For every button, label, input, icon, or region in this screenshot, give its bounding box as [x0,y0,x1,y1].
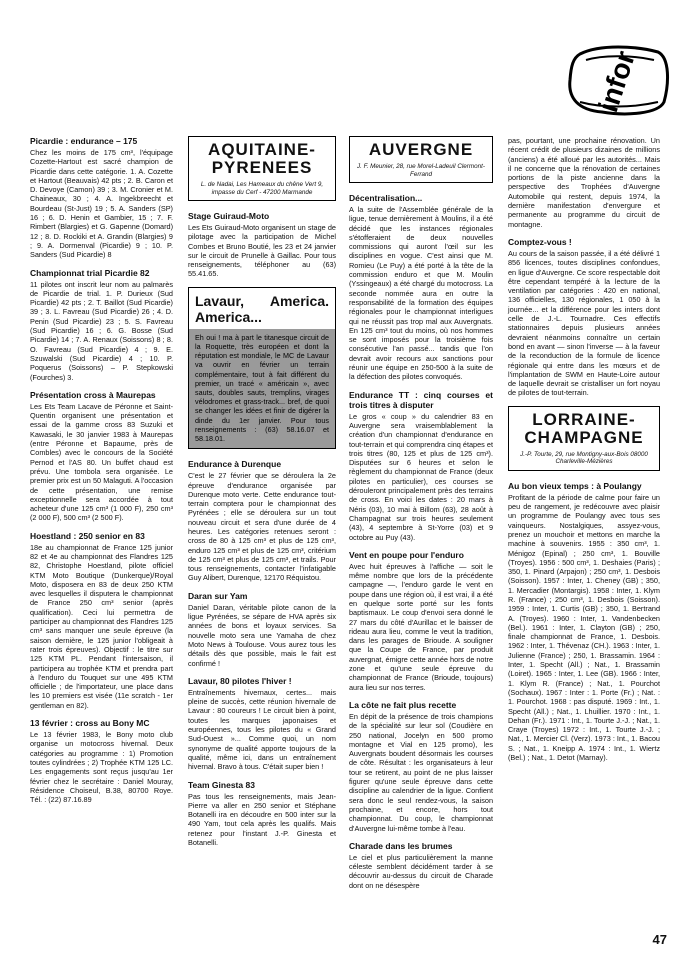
article-body: Au cours de la saison passée, il a été délivré 1 856 licences, toutes disciplines confondues, en ligue d'Auvergne. Ce score respectable doit être cependant tempéré à la lecture de la ventilation par catégories : 420 en national, 136 officielles, 130 régionales, 1 050 à la journée... et la différence pour les inters dont celle de J.-L. Tournadre. Ces effectifs stationnaires depuis plusieurs années devraient néanmoins connaître un certain bond en avant — sinon l'inverse — à la faveur de la reconduction de la formule de licence régionale qui entre dans les mœurs et de l'implantation de SWM en Haute-Loire autour de laquelle devrait se cristalliser un fort noyau de pilotes de tout-terrain. [508,248,660,398]
article-title: Au bon vieux temps : à Poulangy [508,480,642,491]
article-title: La côte ne fait plus recette [349,699,457,710]
article-title: Vent en poupe pour l'enduro [349,549,464,560]
article-charade [349,841,493,890]
infor-logo [566,44,670,116]
article-body: Le gros « coup » du calendrier 83 en Auvergne sera vraisemblablement la création d'un championnat d'endurance en tout-terrain et qui comprendra cinq étapes et trois titres (80, 125 et plus de 125 cm³). Disputées sur 6 heures et selon le règlement du championnat de France (deux pilotes en particulier), ces courses se dérouleront principalement près des terrains de cross. En voici les dates : 20 mars à Néris (03), 10 mai à Billom (63), 28 août à Champagnat sur trois heures seulement (43), 4 septembre à St-Yorre (03) et 9 octobre au Puy (43). [349,411,493,542]
article-body: Les Ets Guiraud-Moto organisent un stage de pilotage avec la participation de Michel Combes et Bruno Boutié, les 23 et 24 janvier sur le circuit de Prunelle à Gaillac. Pour tous renseignements, téléphoner au (63) 55.41.65. [188,223,336,279]
article-title: 13 février : cross au Bony MC [30,718,150,729]
article-bony-mc [30,718,173,804]
promo-body: Eh oui ! ma à part le titanesque circuit de la Roquette, très européen et dont la réputation est mondiale, le MC de Lavaur va ouvrir en février un terrain complémentaire, tout à fait différent du premier, un tracé « américain », avec sauts, doubles sauts, tremplins, virages vélodromes et grass-track... bref, de quoi se changer les idées et finir de digérer la dinde du 1er janvier. Pour tous renseignements : (63) 58.16.07 et 58.18.01. [189,329,335,448]
article-title: Endurance à Durenque [188,459,282,470]
article-body: 18e au championnat de France 125 junior 82 et 4e au championnat des Flandres 125 82, Christophe Hoestland, pilote officiel KTM Moto Boutique (Dunkerque)/Royal Moto, disposera en 83 de deux 250 KTM avec lesquelles il disputera le championnat de France 250 cm³ senior (après qualification). Ceci lui permettra de participer au championnat des Flandres 125 cm³ sans manquer une seule épreuve (la saison dernière, le 125 junior l'obligeait à rater trois épreuves). Objectif : le titre sur 125 KTM PL. Pendant l'intersaison, il participera au trophée KTM et prendra part à l'enduro du Touquet sur une 495 KTM officielle ; de l'importateur, une place dans les 10 premiers est visée (11e scratch - 1er gentleman en 82). [30,542,173,710]
article-durenque [188,459,336,583]
article-body: Entraînements hivernaux, certes... mais pleine de succès, cette réunion hivernale de Lavaur : 80 coureurs ! Le circuit bien à point, toutes les marques japonaises et européennes, tous les pilotes du « Grand Sud-Ouest »... Comme quoi, un nom synonyme de qualité apporte toujours de la qualité, même ici, dans un entraînement hivernal. Bravo à tous. C'était super bien ! [188,687,336,772]
region-title: AQUITAINE-PYRENEES [208,140,316,177]
article-title: Championnat trial Picardie 82 [30,267,150,278]
article-body: pas, pourtant, une prochaine rénovation. Un récent crédit de plusieurs dizaines de millions (anciens) a été alloué par les autorités... Mais il ne concerne que la rénovation de certaines portions de la piste ancienne dans la perspective des Trophées d'Auvergne Automobile qui restent, depuis 1974, la dernière manifestation d'envergure et permanente au programme du circuit de montagne. [508,136,660,229]
article-body: Le 13 février 1983, le Bony moto club organise un motocross hivernal. Deux catégories au programme : 1) Promotion toutes cylindrées ; 2) Trophée KTM 125 LC. Les engagements sont reçus jusqu'au 1er février chez le secrétaire : Daniel Mouray, Résidence Choiseul, B.38, 80700 Roye. Tél. : (22) 87.16.89 [30,730,173,805]
article-trial-picardie [30,268,173,382]
promo-title: Lavaur, America. America... [195,292,329,325]
article-charade-continued [508,136,660,229]
article-title: Endurance TT : cinq courses et trois titres à disputer [349,389,493,410]
article-body: A la suite de l'Assemblée générale de la ligue, tenue dernièrement à Moulins, il a été décidé que les instances régionales s'étofferaient de deux nouvelles commissions qui auront l'œil sur les disciplines en vogue. C'est ainsi que M. Romieu (Le Puy) a été porté à la tête de la commission enduro et que M. Moulin (Yssingeaux) a été chargé du motocross. La seconde nommée aura en outre la responsabilité de la formation des équipes régionales pour le championnat interligues qui ne réussit pas trop mal aux Auvergnats. En 125 cm³ tout du moins, où nos hommes se sont imposés pour la troisième fois consécutive l'an passé... tandis que l'on devrait avoir recours aux sanctions pour réunir une équipe en 250-500 à la suite de la défection des pilotes convoqués. [349,205,493,382]
article-body: Le ciel et plus particulièrement la manne céleste semblent décidément tarder à se découvrir au-dessus du circuit de Charade dont on ne désespère [349,852,493,890]
article-title: Lavaur, 80 pilotes l'hiver ! [188,675,292,686]
article-title: Comptez-vous ! [508,236,572,247]
article-la-cote [349,700,493,833]
region-address: L. de Nadai, Les Hameaux du chêne Vert 9, impasse du Cerf - 47200 Marmande [200,181,324,196]
column-2 [188,136,336,855]
article-stage-guiraud [188,211,336,279]
article-body: Pas tous les renseignements, mais Jean-Pierre va aller en 250 senior et Stéphane Botanelli ira en découdre en 500 inter sur la 490 Yam, tout cela après les qualifs. Mais retenez pour l'instant J.-P. Ginesta et Botanelli. [188,791,336,848]
article-endurance-tt [349,390,493,542]
logo-text: infor [592,47,641,116]
column-4 [508,136,660,770]
region-box-aquitaine [188,136,336,201]
region-box-lorraine [508,406,660,471]
article-team-ginesta [188,780,336,848]
region-address: J.-P. Tourte, 29, rue Montigny-aux-Bois 08000 Charleville-Mézières [520,450,648,466]
article-title: Team Ginesta 83 [188,779,255,790]
article-body: 11 pilotes ont inscrit leur nom au palmarès de Picardie de trial. 1. P. Durieux (Sud Picardie) 42 pts ; 2. T. Baillot (Sud Picardie) 39 ; 3. L. Favreau (Sud Picardie) 26 ; 4. D. Penin (Sud Picardie) 23 ; 5. S. Favreau (Sud Picardie) 16 ; 6. G. Bosse (Sud Picardie) 14 ; 7. A. Renaux (Soissons) 8 ; 8. O. Favreau (Sud Picardie) 4 ; 9. E. Szuwalski (Sud Picardie) 4 ; 10. P. Poquerus (Soissons) – P. Stepkowski (Fourches) 3. [30,279,173,382]
article-body: En dépit de la présence de trois champions de la spécialité sur leur sol (Coudière en 250 national, Jocelyn en 500 promo montagne et Vial en 125 promo), les Auvergnats boudent désormais les courses de côte. Résultat : les organisateurs à leur tour se retirent, au point de ne plus laisser figurer qu'une seule épreuve dans cette discipline au calendrier de la ligue. Confient sera donc le seul rendez-vous, la saison prochaine, et encore, hors tout championnat. Du coup, le championnat d'Auvergne lui-même tombe à l'eau. [349,711,493,833]
article-cross-maurepas [30,390,173,523]
article-body: Avec huit épreuves à l'affiche — soit le même nombre que lors de la précédente campagne —, l'enduro garde le vent en poupe dans une région où, il est vrai, il a été en quelque sorte porté sur les fonts baptismaux. Le coup d'envoi sera donné le 27 mars du côté d'Aurillac et le baisser de rideau aura lieu, comme le veut la tradition, dans les parages de Brioude. A souligner que la Coupe de France, par produit auvergnat, émigre cette année hors de notre zone et qu'une seule épreuve du championnat de France (Brioude, toujours) aura lieu sur nos terres. [349,561,494,692]
article-title: Stage Guiraud-Moto [188,211,270,221]
article-vent-en-poupe [349,550,493,692]
article-hoestland [30,531,173,710]
article-title: Picardie : endurance – 175 [30,136,138,146]
article-title: Décentralisation... [349,193,423,203]
promo-box-lavaur [188,287,336,449]
region-address: J. F. Meunier, 28, rue Morel-Ladeuil Clermont-Ferrand [357,163,485,178]
article-picardie-endurance [30,136,173,260]
article-daran [188,591,336,668]
region-title: LORRAINE-CHAMPAGNE [524,409,644,447]
region-box-auvergne [349,136,493,183]
article-body: Chez les moins de 175 cm³, l'équipage Cozette-Hartout est sacré champion de Picardie dans cette catégorie. 1. A. Cozette et Hartout (Beauvais) 42 pts ; 2. B. Caron et D. Devoye (Camon) 39 ; 3. M. Cronier et M. Chaineaux, 30 ; 4. A. Ingekbreecht et Bourdeau (St-Just) 19 ; 5. A. Sanders (SP) 16 ; 6. D. Henin et Gambier, 15 ; 7. F. Rimbert (Blargies) et G. Gapenne (Domard) 12 ; 8. D. Rockiki et A. Grandin (Blargies) 9 ; 9. A. Dormenval (Picardie) 9 ; 10. P. Sanders (Sud Picardie) 8 [30,148,173,260]
article-body: Les Ets Team Lacave de Péronne et Saint-Quentin organisent une présentation et essai de la gamme cross 83 Suzuki et Kawasaki, le 30 janvier 1983 à Maurepas (entre Péronne et Bapaume, près de Combles) avec le concours de la Société Pernod et l'AS 80. Un buffet chaud est prévu. Une tombola sera organisée. Le premier prix est un 50 Malaguti. A l'occasion de cette présentation, une remise exceptionnelle sera accordée à tout acheteur d'une 125 cm³ (1 000 F), 250 cm³ (2 000 F), 500 cm³ (2 500 F). [30,401,173,523]
article-title: Daran sur Yam [188,590,248,601]
article-comptez-vous [508,237,660,398]
article-title: Présentation cross à Maurepas [30,389,156,400]
region-title: AUVERGNE [368,140,474,159]
column-3 [349,136,493,898]
article-body: Daniel Daran, véritable pilote canon de la ligue Pyrénées, se sépare de HVA après six années de bons et loyaux services. Sa nouvelle moto sera une Yamaha de chez Moto News à Toulouse. Vous aurez tous les détails dès que possible, mais le fait est confirmé ! [188,602,336,668]
article-lavaur-80 [188,676,336,772]
article-title: Hoestland : 250 senior en 83 [30,530,145,541]
page-number: 47 [652,932,667,947]
article-poulangy [508,481,660,763]
column-1 [30,136,173,812]
article-body: Profitant de la période de calme pour faire un peu de rangement, je redécouvre avec plaisir un programme de Poulangy avec tous ses vainqueurs. Nostalgiques, assyez-vous, prenez un mouchoir et mettons en marche la machine à souvenirs. 1955 : 350 cm³, 1. Ménigoz (Epinal) ; 250 cm³, 1. Bouville (Troyes). 1956 : 500 cm³, 1. Deshaies (Paris) ; 350, 1. Pinard (Arpajon) ; 250 cm³, 1. Desbois (Soisson). 1957 : Inter, 1. Cheney (GB) ; 350, 1. Mercadier (Montargis). 1958 : Inter, 1. Klym R. (France) ; 250 cm³, 1. Desbois (Soisson). 1959 : Inter, 1. Curtis (GB) ; 350, 1. Bertrand A. (Troyes). 1960 : Inter, 1. Vandenbecken (Bel.). 1961 : Inter, 1. Clayton (GB) ; 250, finale championnat de France, 1. Desbois. 1962 : Inter, 1. Thévenaz (CH.). 1963 : Inter, 1. Julienne (France) ; 250, 1. Brassamin. 1964 : Inter, 1. Specht (All.) ; Nat., 1. Brassamin (Loiret). 1965 : Inter, 1. Lee (GB). 1966 : Inter, 1. Klym R. (France) ; Nat., 1. Pourchot (Sochaux). 1967 : Inter : 1. Porte (Fr.) ; Nat. : 1. Pourchot. 1968 : pas disputé. 1969 : Int., 1. Specht (All.) ; Nat., 1. Lhuillier. 1970 : Int., 1. Dehan (Fr.). 1971 : Int., 1. Tourte J.-J. ; Nat., 1. Craye (Troyes) 1972 : Int., 1. Tourte J.-J. ; Nat., 1. Mercier Cl. (Verz). 1973 : Int., 1. Bacou S. ; Nat., 1. Kneipp A. 1974 : Int., 1. Wiertz (Bel.) ; Nat., 1. Detot (Marnay). [508,492,660,763]
article-decentralisation [349,193,493,382]
article-body: C'est le 27 février que se déroulera la 2e épreuve d'endurance organisée par Durenque moto verte. Cette endurance tout-terrain comptera pour le championnat des Pyrénées ; elle se déroulera sur un tout nouveau circuit et sera d'une durée de 4 heures. Les catégories retenues seront : cross de 80 à 125 cm³ et plus de 125 cm³, enduro 125 cm³ et plus de 125 cm³, critérium de 125 cm³ et plus de 125 cm³, et trails. Pour tous renseignements, contacter l'infatigable Guy Alibert, Durenque, 12170 Réquistou. [188,471,336,583]
article-title: Charade dans les brumes [349,840,453,851]
